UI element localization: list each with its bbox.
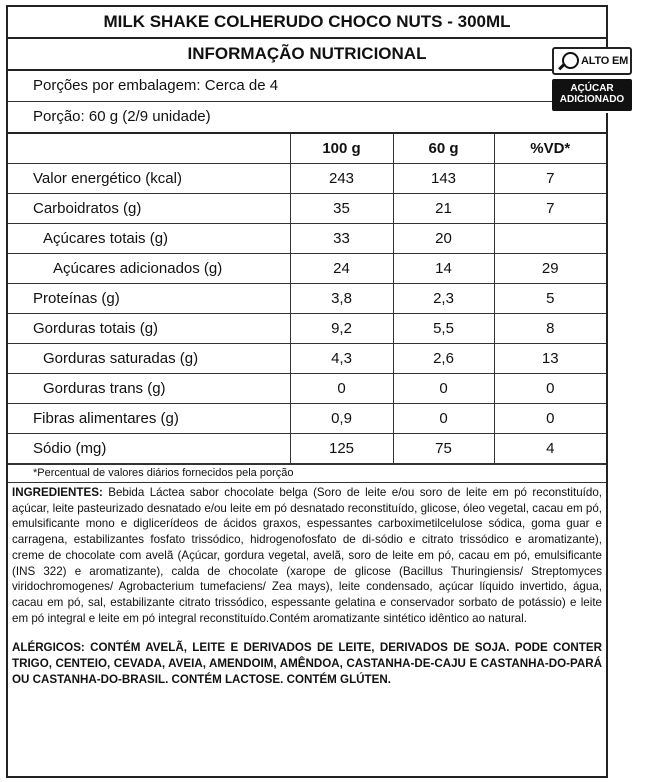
- nutrient-name: Gorduras saturadas (g): [8, 344, 290, 374]
- table-row: [8, 284, 606, 314]
- value-60g: 5,5: [393, 314, 494, 344]
- value-vd: 7: [494, 164, 606, 194]
- value-60g: 0: [393, 404, 494, 434]
- nutrient-name: Sódio (mg): [8, 434, 290, 464]
- value-60g: 2,3: [393, 284, 494, 314]
- value-100g: 0: [290, 374, 393, 404]
- value-60g: 75: [393, 434, 494, 464]
- table-header-row: [8, 134, 606, 164]
- ingredients-block: [8, 483, 606, 626]
- value-100g: 125: [290, 434, 393, 464]
- value-vd: 4: [494, 434, 606, 464]
- table-row: [8, 254, 606, 284]
- nutrient-name: Gorduras totais (g): [8, 314, 290, 344]
- high-sugar-badge: [552, 47, 632, 113]
- nutrition-label: [6, 5, 608, 778]
- header-60g: 60 g: [393, 134, 494, 164]
- value-vd: 0: [494, 404, 606, 434]
- ingredients-text: Bebida Láctea sabor chocolate belga (Soro de leite e/ou soro de leite em pó reconstituído, açúcar, leite pasteurizado desnatado e/ou leite em pó desnatado reconstituído, glicose, óleo vegetal, cacau em pó, emulsificante mono e diglicerídeos de ácidos graxos, espessantes carboximetilcelulose sódica, goma guar e carragena, estabilizantes fosfato trissódico, hidrogenofosfato de di-sódio e citrato trissódico e aromatizante), creme de chocolate com avelã (Açúcar, gordura vegetal, avelã, soro de leite em pó, cacau em pó, emulsificante (INS 322) e aromatizante), calda de chocolate (xarope de glicose (Bacillus Thuringiensis/ Streptomyces viridochromogenes/ Agrobacterium tumefaciens/ Zea mays), leite condensado, açúcar líquido invertido, água, cacau em pó, sal, estabilizante citrato trissódico, espessante gelatina e conservador sorbato de potássio) e leite em pó integral e leite em pó integral reconstituído.Contém aromatizante sintético idêntico ao natural.: [12, 486, 602, 625]
- nutrient-name: Açúcares adicionados (g): [8, 254, 290, 284]
- value-100g: 24: [290, 254, 393, 284]
- badge-line1: AÇÚCAR: [570, 83, 614, 94]
- nutrient-name: Proteínas (g): [8, 284, 290, 314]
- badge-bottom: [552, 79, 632, 111]
- value-vd: 13: [494, 344, 606, 374]
- value-100g: 0,9: [290, 404, 393, 434]
- serving-size: Porção: 60 g (2/9 unidade): [8, 102, 606, 134]
- value-60g: 143: [393, 164, 494, 194]
- header-nutrient: [8, 134, 290, 164]
- value-100g: 4,3: [290, 344, 393, 374]
- badge-top: [552, 47, 632, 75]
- value-60g: 0: [393, 374, 494, 404]
- nutrition-table: [8, 134, 606, 464]
- vd-footnote: *Percentual de valores diários fornecidos pela porção: [8, 464, 606, 483]
- value-vd: 5: [494, 284, 606, 314]
- value-100g: 9,2: [290, 314, 393, 344]
- value-60g: 20: [393, 224, 494, 254]
- value-60g: 21: [393, 194, 494, 224]
- servings-per-package: Porções por embalagem: Cerca de 4: [8, 71, 606, 102]
- nutrient-name: Gorduras trans (g): [8, 374, 290, 404]
- nutrient-name: Valor energético (kcal): [8, 164, 290, 194]
- table-row: [8, 374, 606, 404]
- value-vd: 7: [494, 194, 606, 224]
- value-vd: [494, 224, 606, 254]
- value-100g: 243: [290, 164, 393, 194]
- table-row: [8, 434, 606, 464]
- value-60g: 2,6: [393, 344, 494, 374]
- value-100g: 3,8: [290, 284, 393, 314]
- nutrient-name: Carboidratos (g): [8, 194, 290, 224]
- ingredients-label: INGREDIENTES:: [12, 486, 103, 499]
- value-100g: 35: [290, 194, 393, 224]
- header-vd: %VD*: [494, 134, 606, 164]
- table-row: [8, 404, 606, 434]
- nutrition-heading: INFORMAÇÃO NUTRICIONAL: [8, 39, 606, 71]
- table-row: [8, 164, 606, 194]
- table-row: [8, 344, 606, 374]
- table-row: [8, 194, 606, 224]
- value-60g: 14: [393, 254, 494, 284]
- value-vd: 0: [494, 374, 606, 404]
- badge-top-text: ALTO EM: [581, 55, 629, 67]
- badge-line2: ADICIONADO: [559, 94, 625, 105]
- value-vd: 8: [494, 314, 606, 344]
- table-row: [8, 314, 606, 344]
- product-title: MILK SHAKE COLHERUDO CHOCO NUTS - 300ML: [8, 7, 606, 39]
- value-vd: 29: [494, 254, 606, 284]
- header-100g: 100 g: [290, 134, 393, 164]
- nutrient-name: Açúcares totais (g): [8, 224, 290, 254]
- table-row: [8, 224, 606, 254]
- allergens-block: ALÉRGICOS: CONTÉM AVELÃ, LEITE E DERIVADOS DE LEITE, DERIVADOS DE SOJA. PODE CONTER TRIGO, CENTEIO, CEVADA, AVEIA, AMENDOIM, AMÊNDOA, CASTANHA-DE-CAJU E CASTANHA-DO-PARÁ OU CASTANHA-DO-BRASIL. CONTÉM LACTOSE. CONTÉM GLÚTEN.: [12, 641, 602, 687]
- value-100g: 33: [290, 224, 393, 254]
- nutrient-name: Fibras alimentares (g): [8, 404, 290, 434]
